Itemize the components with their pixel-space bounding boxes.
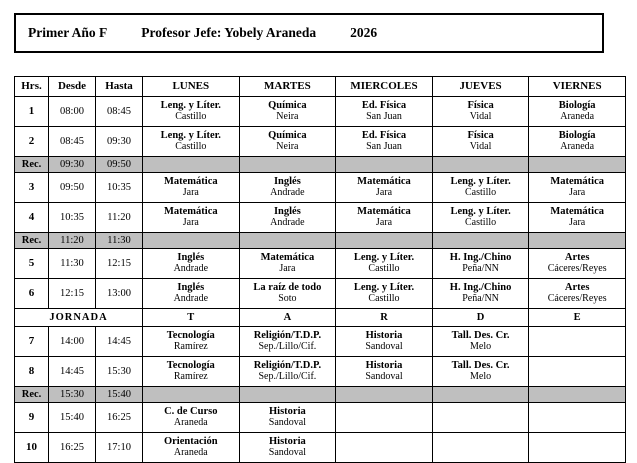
lesson-teacher: Araneda xyxy=(560,140,595,152)
lesson-teacher: Sep./Lillo/Cif. xyxy=(258,340,317,352)
lesson-cell xyxy=(143,173,240,203)
lesson-subject: Inglés xyxy=(177,282,205,294)
column-header-viernes: VIERNES xyxy=(529,77,626,97)
lesson-cell xyxy=(336,327,433,357)
lesson-cell xyxy=(432,327,529,357)
column-header-lunes: LUNES xyxy=(143,77,240,97)
lesson-cell xyxy=(336,97,433,127)
lesson-cell xyxy=(143,433,240,463)
lesson-subject: Historia xyxy=(269,436,306,448)
lesson-cell xyxy=(529,279,626,309)
lesson-subject: Inglés xyxy=(273,176,301,188)
lesson-teacher: Andrade xyxy=(173,292,209,304)
lesson-subject: Historia xyxy=(269,406,306,418)
lesson-teacher: San Juan xyxy=(366,110,402,122)
break-start-time: 09:30 xyxy=(49,157,96,173)
lesson-subject: Leng. y Líter. xyxy=(353,282,415,294)
period-start-time: 15:40 xyxy=(49,403,96,433)
lesson-cell xyxy=(529,173,626,203)
period-number: 6 xyxy=(15,279,49,309)
column-header-hrs: Hrs. xyxy=(15,77,49,97)
break-row xyxy=(15,387,626,403)
lesson-cell xyxy=(239,203,336,233)
period-number: 10 xyxy=(15,433,49,463)
lesson-teacher: Andrade xyxy=(173,262,209,274)
lesson-subject: Tecnología xyxy=(166,330,215,342)
break-cell xyxy=(143,157,240,173)
lesson-cell xyxy=(529,127,626,157)
lesson-cell xyxy=(239,433,336,463)
lesson-subject: Matemática xyxy=(550,176,604,188)
break-cell xyxy=(143,387,240,403)
lesson-teacher: Andrade xyxy=(270,186,305,198)
lesson-subject: La raíz de todo xyxy=(253,282,322,294)
lesson-cell xyxy=(529,203,626,233)
lesson-subject: Química xyxy=(268,130,307,142)
lesson-cell xyxy=(143,203,240,233)
timetable xyxy=(14,76,626,463)
break-cell xyxy=(336,233,433,249)
period-end-time: 16:25 xyxy=(96,403,143,433)
table-row xyxy=(15,97,626,127)
lesson-cell xyxy=(529,403,626,433)
period-number: 5 xyxy=(15,249,49,279)
break-start-time: 15:30 xyxy=(49,387,96,403)
lesson-teacher: Neira xyxy=(276,110,299,122)
lesson-teacher: Castillo xyxy=(175,140,207,152)
period-start-time: 16:25 xyxy=(49,433,96,463)
lesson-teacher: Jara xyxy=(375,186,393,198)
lesson-teacher: Peña/NN xyxy=(462,262,499,274)
lesson-cell xyxy=(336,433,433,463)
lesson-teacher: Jara xyxy=(182,216,199,228)
break-end-time: 11:30 xyxy=(96,233,143,249)
period-number: 4 xyxy=(15,203,49,233)
period-start-time: 14:00 xyxy=(49,327,96,357)
lesson-subject: Inglés xyxy=(177,252,205,264)
period-number: 1 xyxy=(15,97,49,127)
lesson-teacher: Melo xyxy=(470,370,492,382)
lesson-cell xyxy=(239,357,336,387)
table-row xyxy=(15,433,626,463)
lesson-teacher: Vidal xyxy=(469,140,492,152)
lesson-subject: C. de Curso xyxy=(164,406,218,418)
lesson-subject: H. Ing./Chino xyxy=(449,252,512,264)
break-cell xyxy=(239,387,336,403)
period-end-time: 12:15 xyxy=(96,249,143,279)
lesson-teacher: Araneda xyxy=(173,416,208,428)
break-cell xyxy=(239,157,336,173)
jornada-letter: E xyxy=(529,309,626,327)
lesson-cell xyxy=(336,173,433,203)
lesson-subject: Historia xyxy=(365,330,403,342)
period-end-time: 11:20 xyxy=(96,203,143,233)
break-start-time: 11:20 xyxy=(49,233,96,249)
table-row xyxy=(15,279,626,309)
lesson-teacher: Sandoval xyxy=(365,340,403,352)
lesson-teacher: Melo xyxy=(470,340,492,352)
break-cell xyxy=(336,387,433,403)
lesson-cell xyxy=(336,127,433,157)
lesson-subject: Biología xyxy=(558,130,596,142)
lesson-subject: Física xyxy=(467,130,494,142)
lesson-subject: Artes xyxy=(564,282,590,294)
lesson-teacher: Jara xyxy=(182,186,199,198)
table-row xyxy=(15,203,626,233)
lesson-cell xyxy=(432,403,529,433)
lesson-cell xyxy=(336,357,433,387)
lesson-teacher: Ramírez xyxy=(173,370,208,382)
jornada-label: JORNADA xyxy=(15,309,143,327)
break-label: Rec. xyxy=(15,387,49,403)
lesson-cell xyxy=(143,249,240,279)
period-end-time: 15:30 xyxy=(96,357,143,387)
table-row xyxy=(15,173,626,203)
lesson-subject: Matemática xyxy=(163,176,218,188)
lesson-cell xyxy=(143,97,240,127)
lesson-subject: Religión/T.D.P. xyxy=(253,360,322,372)
lesson-cell xyxy=(143,403,240,433)
lesson-subject: Tall. Des. Cr. xyxy=(451,330,510,342)
lesson-subject: Biología xyxy=(558,100,596,112)
period-start-time: 08:45 xyxy=(49,127,96,157)
break-cell xyxy=(143,233,240,249)
lesson-subject: Matemática xyxy=(357,206,411,218)
period-start-time: 09:50 xyxy=(49,173,96,203)
lesson-teacher: Castillo xyxy=(175,110,207,122)
lesson-cell xyxy=(432,127,529,157)
period-start-time: 11:30 xyxy=(49,249,96,279)
table-header-row xyxy=(15,77,626,97)
lesson-cell xyxy=(432,249,529,279)
lesson-subject: Ed. Física xyxy=(361,100,407,112)
column-header-hasta: Hasta xyxy=(96,77,143,97)
lesson-cell xyxy=(432,357,529,387)
lesson-cell xyxy=(432,173,529,203)
lesson-teacher: Jara xyxy=(569,186,586,198)
period-end-time: 09:30 xyxy=(96,127,143,157)
lesson-cell xyxy=(432,203,529,233)
lesson-subject: Leng. y Líter. xyxy=(353,252,415,264)
lesson-teacher: Peña/NN xyxy=(462,292,499,304)
lesson-cell xyxy=(336,203,433,233)
period-start-time: 08:00 xyxy=(49,97,96,127)
column-header-jueves: JUEVES xyxy=(432,77,529,97)
column-header-miercoles: MIERCOLES xyxy=(336,77,433,97)
break-cell xyxy=(432,157,529,173)
lesson-subject: Tall. Des. Cr. xyxy=(451,360,510,372)
school-year: 2026 xyxy=(350,25,378,40)
lesson-teacher: Castillo xyxy=(368,292,400,304)
lesson-subject: Artes xyxy=(564,252,590,264)
lesson-cell xyxy=(529,327,626,357)
lesson-subject: Física xyxy=(467,100,494,112)
break-end-time: 15:40 xyxy=(96,387,143,403)
period-end-time: 08:45 xyxy=(96,97,143,127)
break-label: Rec. xyxy=(15,157,49,173)
header-banner xyxy=(14,13,604,53)
lesson-cell xyxy=(432,433,529,463)
break-cell xyxy=(336,157,433,173)
lesson-cell xyxy=(336,249,433,279)
break-cell xyxy=(529,387,626,403)
lesson-subject: Inglés xyxy=(273,206,301,218)
break-row xyxy=(15,233,626,249)
lesson-cell xyxy=(239,97,336,127)
break-cell xyxy=(239,233,336,249)
break-row xyxy=(15,157,626,173)
lesson-teacher: San Juan xyxy=(366,140,402,152)
lesson-subject: Leng. y Líter. xyxy=(160,130,221,142)
period-start-time: 10:35 xyxy=(49,203,96,233)
lesson-teacher: Andrade xyxy=(270,216,305,228)
lesson-cell xyxy=(239,403,336,433)
course-name: Primer Año F xyxy=(28,25,108,40)
break-cell xyxy=(529,157,626,173)
lesson-teacher: Cáceres/Reyes xyxy=(547,292,607,304)
lesson-teacher: Sandoval xyxy=(268,446,306,458)
lesson-teacher: Vidal xyxy=(469,110,492,122)
lesson-cell xyxy=(143,327,240,357)
lesson-subject: H. Ing./Chino xyxy=(449,282,512,294)
table-row xyxy=(15,327,626,357)
lesson-subject: Matemática xyxy=(163,206,218,218)
lesson-subject: Leng. y Líter. xyxy=(160,100,221,112)
column-header-martes: MARTES xyxy=(239,77,336,97)
lesson-cell xyxy=(143,279,240,309)
table-row xyxy=(15,127,626,157)
lesson-teacher: Neira xyxy=(276,140,299,152)
lesson-subject: Química xyxy=(268,100,307,112)
break-cell xyxy=(529,233,626,249)
lesson-cell xyxy=(336,403,433,433)
lesson-subject: Leng. y Líter. xyxy=(450,206,511,218)
lesson-cell xyxy=(239,127,336,157)
lesson-subject: Ed. Física xyxy=(361,130,407,142)
table-row xyxy=(15,403,626,433)
lesson-cell xyxy=(336,279,433,309)
period-number: 2 xyxy=(15,127,49,157)
lesson-subject: Religión/T.D.P. xyxy=(253,330,322,342)
lesson-teacher: Cáceres/Reyes xyxy=(547,262,607,274)
break-end-time: 09:50 xyxy=(96,157,143,173)
period-start-time: 12:15 xyxy=(49,279,96,309)
lesson-cell xyxy=(143,127,240,157)
lesson-subject: Tecnología xyxy=(166,360,215,372)
lesson-teacher: Araneda xyxy=(560,110,595,122)
period-start-time: 14:45 xyxy=(49,357,96,387)
lesson-subject: Matemática xyxy=(550,206,604,218)
break-label: Rec. xyxy=(15,233,49,249)
period-end-time: 14:45 xyxy=(96,327,143,357)
lesson-cell xyxy=(239,327,336,357)
lesson-cell xyxy=(239,279,336,309)
lesson-teacher: Ramírez xyxy=(173,340,208,352)
lesson-subject: Leng. y Líter. xyxy=(450,176,511,188)
period-number: 9 xyxy=(15,403,49,433)
lesson-teacher: Araneda xyxy=(173,446,208,458)
column-header-desde: Desde xyxy=(49,77,96,97)
lesson-cell xyxy=(239,249,336,279)
break-cell xyxy=(432,387,529,403)
lesson-teacher: Sandoval xyxy=(268,416,306,428)
lesson-teacher: Jara xyxy=(375,216,393,228)
jornada-letter: T xyxy=(143,309,240,327)
lesson-teacher: Sep./Lillo/Cif. xyxy=(258,370,317,382)
lesson-subject: Matemática xyxy=(260,252,315,264)
head-teacher: Profesor Jefe: Yobely Araneda xyxy=(141,25,317,40)
period-number: 7 xyxy=(15,327,49,357)
lesson-teacher: Soto xyxy=(278,292,297,304)
period-number: 3 xyxy=(15,173,49,203)
lesson-cell xyxy=(529,249,626,279)
lesson-cell xyxy=(529,357,626,387)
lesson-teacher: Sandoval xyxy=(365,370,403,382)
lesson-teacher: Jara xyxy=(279,262,296,274)
lesson-cell xyxy=(432,279,529,309)
lesson-teacher: Jara xyxy=(569,216,586,228)
lesson-teacher: Castillo xyxy=(368,262,400,274)
lesson-teacher: Castillo xyxy=(465,216,497,228)
lesson-cell xyxy=(529,433,626,463)
lesson-cell xyxy=(529,97,626,127)
timetable-body xyxy=(15,97,626,463)
lesson-cell xyxy=(239,173,336,203)
lesson-teacher: Castillo xyxy=(465,186,497,198)
lesson-subject: Historia xyxy=(365,360,403,372)
table-row xyxy=(15,357,626,387)
lesson-subject: Matemática xyxy=(357,176,411,188)
lesson-cell xyxy=(143,357,240,387)
period-number: 8 xyxy=(15,357,49,387)
period-end-time: 10:35 xyxy=(96,173,143,203)
jornada-letter: A xyxy=(239,309,336,327)
lesson-subject: Orientación xyxy=(163,436,218,448)
break-cell xyxy=(432,233,529,249)
period-end-time: 13:00 xyxy=(96,279,143,309)
jornada-row xyxy=(15,309,626,327)
period-end-time: 17:10 xyxy=(96,433,143,463)
table-row xyxy=(15,249,626,279)
jornada-letter: D xyxy=(432,309,529,327)
lesson-cell xyxy=(432,97,529,127)
header-text xyxy=(16,25,377,41)
jornada-letter: R xyxy=(336,309,433,327)
